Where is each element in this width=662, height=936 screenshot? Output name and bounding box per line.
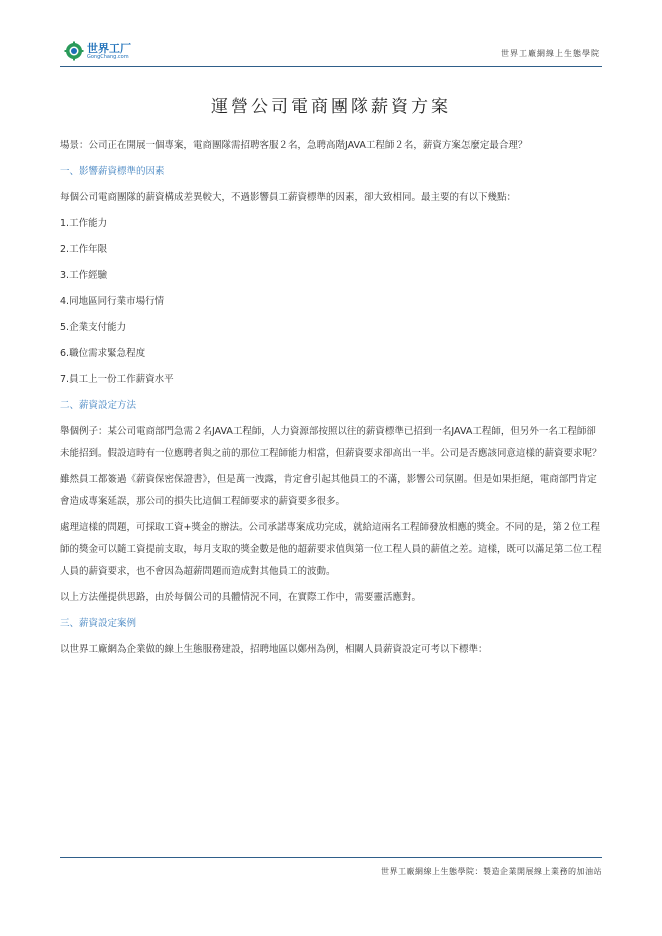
section-heading-method: 二、薪資設定方法 — [60, 400, 137, 411]
factor-item: 2.工作年限 — [60, 244, 108, 255]
factor-item: 1.工作能力 — [60, 218, 108, 229]
factor-item: 5.企業支付能力 — [60, 322, 127, 333]
footer-rule — [60, 857, 602, 858]
logo — [64, 40, 131, 62]
method-note-paragraph: 以上方法僅提供思路，由於每個公司的具體情況不同，在實際工作中，需要靈活應對。 — [60, 592, 422, 603]
section-heading-factors: 一、影響薪資標準的因素 — [60, 166, 165, 177]
document-body — [60, 135, 602, 661]
scenario-paragraph: 場景：公司正在開展一個專案，電商團隊需招聘客服２名，急聘高階JAVA工程師２名，薪資方案怎麼定最合理？ — [60, 140, 528, 151]
logo-domain: GongChang.com — [87, 53, 129, 60]
gear-globe-logo-icon — [64, 41, 84, 61]
method-example-paragraph: 舉個例子：某公司電商部門急需２名JAVA工程師，人力資源部按照以往的薪資標準已招到一名JAVA工程師，但另外一名工程師卻未能招到。假設這時有一位應聘者與之前的那位工程師能力相當，但薪資要求卻高出一半。公司是否應該同意這樣的薪資要求呢？ — [60, 426, 602, 459]
factor-item: 6.職位需求緊急程度 — [60, 348, 146, 359]
footer-tagline: 世界工廠網線上生態學院：製造企業開展線上業務的加油站 — [381, 867, 602, 876]
factor-item: 3.工作經驗 — [60, 270, 108, 281]
factor-item: 7.員工上一份工作薪資水平 — [60, 374, 174, 385]
page-header — [60, 40, 602, 67]
factors-intro: 每個公司電商團隊的薪資構成差異較大，不過影響員工薪資標準的因素，卻大致相同。最主要的有以下幾點： — [60, 192, 517, 203]
logo-name: 世界工厂 — [87, 41, 131, 55]
factor-item: 4.同地區同行業市場行情 — [60, 296, 165, 307]
case-intro-paragraph: 以世界工廠網為企業做的線上生態服務建設，招聘地區以鄭州為例，相關人員薪資設定可考以下標準： — [60, 644, 488, 655]
header-site-name: 世界工廠網線上生態學院 — [501, 49, 600, 58]
document-title: 運營公司電商團隊薪資方案 — [211, 97, 451, 117]
section-heading-case: 三、薪資設定案例 — [60, 618, 137, 629]
method-solution-paragraph: 處理這樣的問題，可採取工資+獎金的辦法。公司承諾專案成功完成，就給這兩名工程師發放相應的獎金。不同的是，第２位工程師的獎金可以隨工資提前支取，每月支取的獎金數是他的超薪要求值與第一位工程人員的薪值之差。這樣，既可以滿足第二位工程人員的薪資要求，也不會因為超薪問題而造成對其他員工的波動。 — [60, 522, 602, 577]
method-risk-paragraph: 雖然員工都簽過《薪資保密保證書》，但是萬一洩露，肯定會引起其他員工的不滿，影響公司氛圍。但是如果拒絕，電商部門肯定會造成專案延誤，那公司的損失比這個工程師要求的薪資要多很多。 — [60, 474, 597, 507]
